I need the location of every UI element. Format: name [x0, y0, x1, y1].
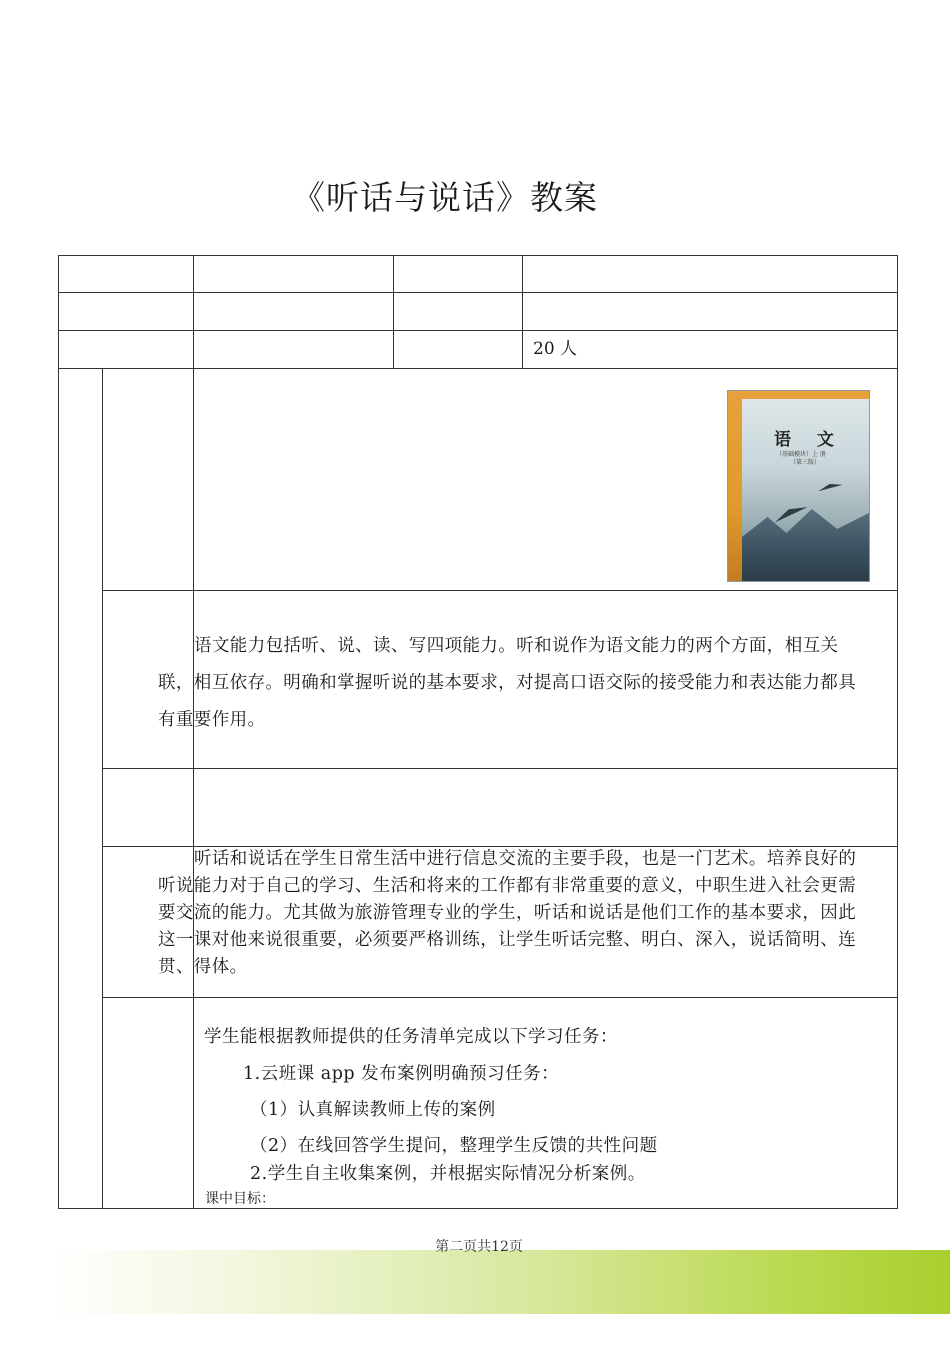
- class-size-value: 20 人: [533, 339, 578, 359]
- table-line: [58, 1208, 898, 1209]
- cover-title: 语 文: [774, 430, 844, 450]
- document-title: 《听话与说话》教案: [292, 178, 598, 217]
- table-line: [102, 590, 898, 591]
- bird-graphic: [817, 481, 842, 492]
- table-line: [58, 255, 59, 1208]
- analysis-paragraph: 语文能力包括听、说、读、写四项能力。听和说作为语文能力的两个方面，相互关联，相互依存。明确和掌握听说的基本要求，对提高口语交际的接受能力和表达能力都具有重要作用。: [158, 636, 857, 730]
- table-line: [193, 368, 194, 1208]
- table-line: [58, 292, 898, 293]
- table-line: [193, 255, 194, 368]
- significance-paragraph: 听话和说话在学生日常生活中进行信息交流的主要手段，也是一门艺术。培养良好的听说能力对于自己的学习、生活和将来的工作都有非常重要的意义，中职生进入社会更需要交流的能力。尤其做为旅游管理专业的学生，听话和说话是他们工作的基本要求，因此这一课对他来说很重要，必须要严格训练，让学生听话完整、明白、深入，说话简明、连贯、得体。: [158, 849, 857, 977]
- tasks-intro: 学生能根据教师提供的任务清单完成以下学习任务：: [204, 1027, 618, 1047]
- table-line: [58, 255, 898, 256]
- table-line: [58, 368, 898, 369]
- table-line: [102, 368, 103, 1208]
- cover-side-stripe: [728, 391, 742, 581]
- table-line: [102, 997, 898, 998]
- in-class-goal-label: 课中目标：: [205, 1191, 275, 1207]
- cover-top-band: [728, 391, 869, 399]
- table-line: [897, 255, 898, 1208]
- landscape-graphic: [742, 501, 869, 581]
- task-item-2: 2.学生自主收集案例，并根据实际情况分析案例。: [250, 1164, 646, 1184]
- task-item-1a: （1）认真解读教师上传的案例: [250, 1100, 496, 1120]
- table-line: [393, 255, 394, 368]
- footer-gradient-band: [0, 1250, 950, 1314]
- cover-edition: （第三版）: [790, 459, 821, 466]
- task-item-1: 1.云班课 app 发布案例明确预习任务：: [243, 1064, 560, 1084]
- page-number: 第二页共12页: [435, 1239, 523, 1255]
- table-line: [522, 255, 523, 368]
- table-line: [58, 330, 898, 331]
- task-item-1b: （2）在线回答学生提问，整理学生反馈的共性问题: [250, 1136, 658, 1156]
- cover-subtitle: （基础模块）上 册: [776, 451, 826, 458]
- textbook-cover-image: [727, 390, 870, 582]
- table-line: [102, 768, 898, 769]
